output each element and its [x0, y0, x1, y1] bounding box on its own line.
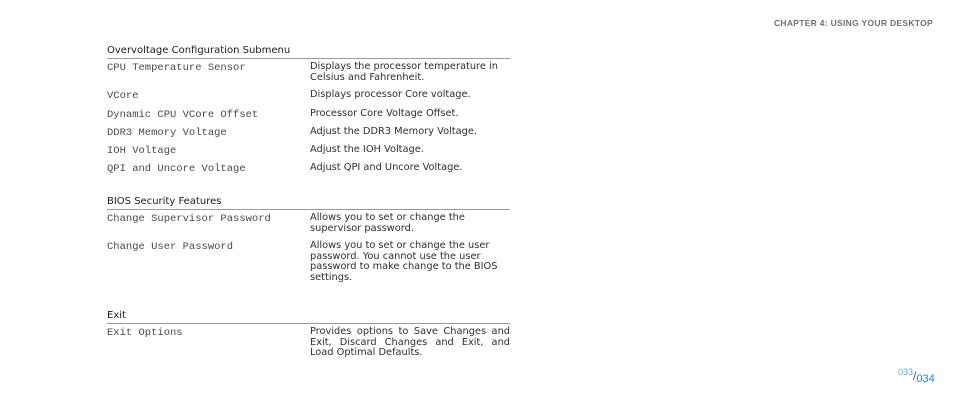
- page-separator: /: [913, 369, 917, 383]
- option-description: Provides options to Save Changes and Exit, Discard Changes and Exit, and Load Optimal Defaults.: [310, 326, 510, 359]
- option-name: Dynamic CPU VCore Offset: [107, 109, 259, 122]
- table-row: [107, 163, 510, 175]
- option-description: Displays the processor temperature in Celsius and Fahrenheit.: [310, 61, 498, 83]
- option-description: Adjust QPI and Uncore Voltage.: [310, 162, 463, 174]
- section-title: Exit: [107, 309, 510, 324]
- option-description: Adjust the IOH Voltage.: [310, 144, 424, 156]
- option-name: DDR3 Memory Voltage: [107, 127, 227, 140]
- option-description: Allows you to set or change the user password. You cannot use the user password to make change to the BIOS settings.: [310, 240, 498, 283]
- option-name: CPU Temperature Sensor: [107, 62, 246, 74]
- table-row: [107, 127, 510, 139]
- section-title: Overvoltage Configuration Submenu: [107, 44, 510, 59]
- table-row: [107, 145, 510, 157]
- total-pages: 034: [916, 373, 935, 385]
- table-row: [107, 109, 510, 121]
- chapter-header: CHAPTER 4: USING YOUR DESKTOP: [773, 18, 933, 28]
- page-number: [898, 367, 935, 385]
- bios-security-section: [107, 195, 510, 284]
- option-name: IOH Voltage: [107, 145, 177, 158]
- option-name: Exit Options: [107, 327, 183, 339]
- overvoltage-section: [107, 44, 510, 175]
- option-description: Processor Core Voltage Offset.: [310, 108, 459, 120]
- option-name: Change Supervisor Password: [107, 213, 271, 225]
- option-name: VCore: [107, 90, 139, 103]
- section-title: BIOS Security Features: [107, 195, 510, 210]
- table-row: [107, 90, 510, 102]
- option-description: Adjust the DDR3 Memory Voltage.: [310, 126, 477, 138]
- current-page: 033: [898, 367, 914, 377]
- table-row: [107, 327, 510, 359]
- table-row: [107, 62, 510, 83]
- table-row: [107, 213, 510, 234]
- option-description: Displays processor Core voltage.: [310, 89, 471, 101]
- option-description: Allows you to set or change the supervisor password.: [310, 212, 465, 234]
- table-row: [107, 241, 510, 283]
- exit-section: [107, 309, 510, 359]
- option-name: QPI and Uncore Voltage: [107, 163, 246, 176]
- option-name: Change User Password: [107, 241, 234, 254]
